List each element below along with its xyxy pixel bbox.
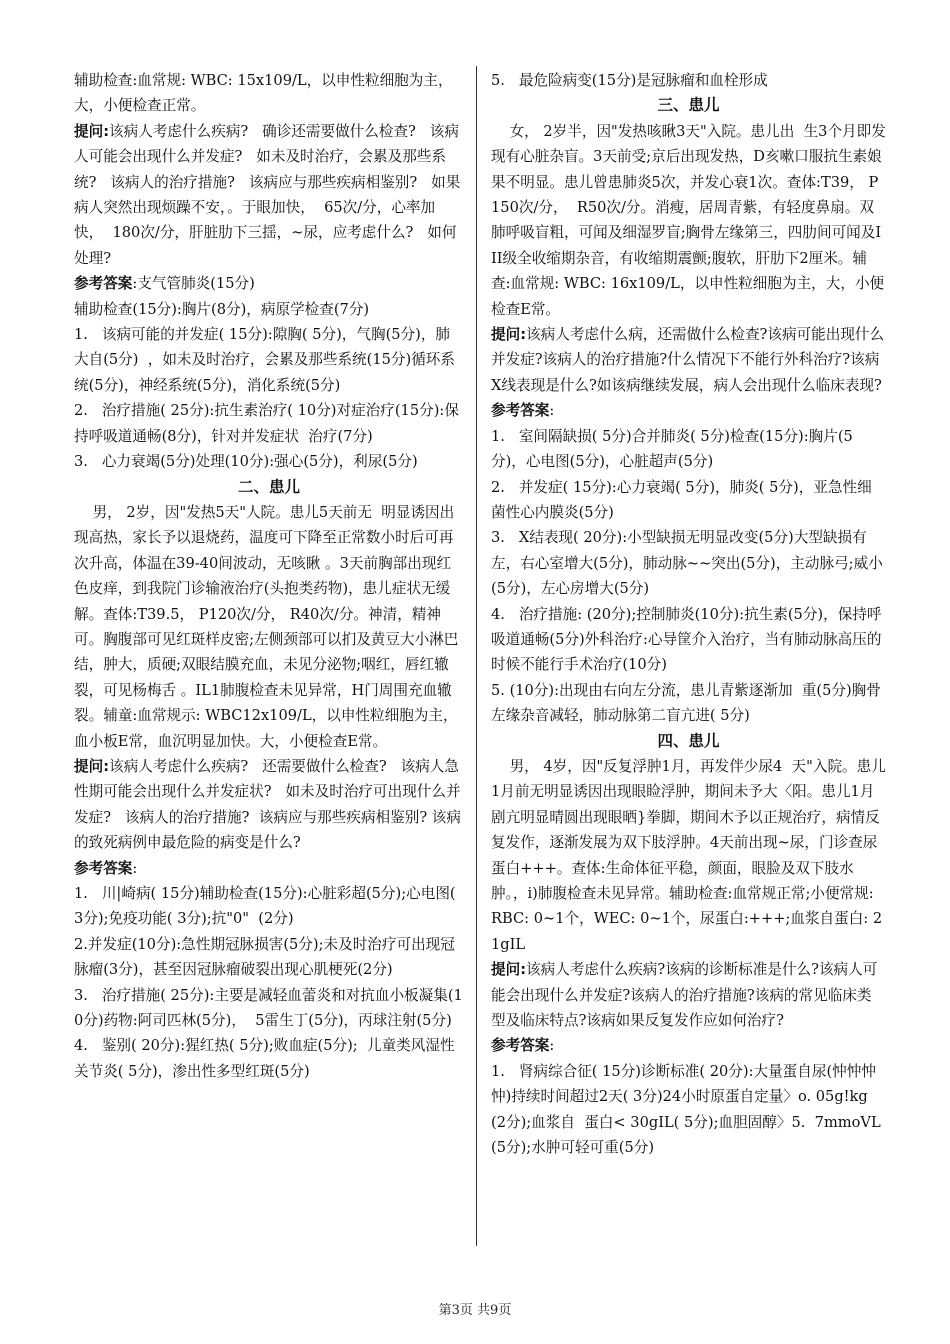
column-divider bbox=[476, 66, 477, 1246]
answer-paragraph bbox=[491, 1033, 886, 1058]
answer-paragraph bbox=[74, 856, 464, 881]
paragraph: 4. 鉴别( 20分):猩红热( 5分);败血症(5分); 儿童类风湿性关节炎( 5分)，渗出性多型红斑(5分) bbox=[74, 1037, 455, 1080]
paragraph-text: : bbox=[132, 859, 138, 877]
paragraph: 男， 4岁，因"反复浮肿1月，再发伴少尿4 天"入院。患儿1月前无明显诱因出现眼睑浮肿，期间未予大〈阳。患儿1月剧亢明显晴圆出现眼晒}拳脚，期间木予以正规治疗，病情反复发作，逐渐发展为双下肢浮肿。4天前出现~尿，门诊查尿蛋白+++。查体:生命体征平稳，颜面，眼脸及双下肢水肿。，i)肺腹检查未见异常。辅助检查:血常规正常;小便常规: RBC: 0~1个，WEC: 0~1个，尿蛋白:+++;血浆自蛋白: 21gIL bbox=[491, 757, 886, 953]
question-paragraph bbox=[74, 119, 464, 271]
paragraph: 男， 2岁，因"发热5天"人院。患儿5天前无 明显诱因出现高热，家长予以退烧药，温度可下降至正常数小时后可再次升高，体温在39-40间波动，无咳瞅 。3天前胸部出现红色皮痒，到我院门诊输液治疗(头抱类药物)，患儿症状无缓解。查体:T39.5， P120次/分， R40次/分。神清，精神可。胸腹部可见红斑样皮密;左侧颈部可以扪及黄豆大小淋巴结，肿大，质硬;双眼结膜充血，未见分泌物;咽红，唇红辙裂，可见杨梅舌 。IL1肺腹检查未见异常，H门周围充血辙裂。辅童:血常规示: WBC12x109/L，以申性粒细胞为主，血小板E常，血沉明显加快。大，小便检查E常。 bbox=[74, 503, 459, 750]
paragraph: 3. 心力衰竭(5分)处理(10分):强心(5分)，利尿(5分) bbox=[74, 453, 418, 471]
paragraph: 5. (10分):出现由右向左分流，患儿青紫逐渐加 重(5分)胸骨左缘杂音减轻，肺动脉第二盲亢进( 5分) bbox=[491, 681, 881, 725]
paragraph-text: 该病人考虑什么病，还需做什么检查?该病可能出现什么并发症?该病人的治疗措施?什么情况下不能行外科治疗?该病X线表现是什么?如该病继续发展，病人会出现什么临床表现? bbox=[491, 326, 885, 394]
paragraph: 2. 并发症( 15分):心力衰竭( 5分)，肺炎( 5分)，亚急性细菌性心内膜炎(5分) bbox=[491, 478, 872, 521]
paragraph: 3. 治疗措施( 25分):主要是减轻血蕾炎和对抗血小板凝集(10分)药物:阿司匹林(5分)， 5雷生丁(5分)，丙球注射(5分) bbox=[74, 986, 463, 1030]
answer-label: 参考答案 bbox=[74, 275, 133, 293]
paragraph-text: 该病人考虑什么疾病?该病的诊断标准是什么?该病人可能会出现什么并发症?该病人的治疗措施?该病的常见临床类型及临床特点?该病如果反复发作应如何治疗? bbox=[491, 961, 878, 1030]
paragraph-text: 该病人考虑什么疾病? 确诊还需要做什么检查? 该病人可能会出现什么并发症? 如未及时治疗，会累及那些系统? 该病人的治疗措施? 该病应与那些疾病相鉴别? 如果病人突然出现烦躁不安，。于眼加快， 65次/分，心率加快， 180次/分，肝脏肋下三揺，~尿，应考虑什么? 如何处理? bbox=[74, 122, 461, 267]
paragraph: 1. 该病可能的并发症( 15分):隙胸( 5分)，气胸(5分)，肺大自(5分) ，如未及时治疗，会累及那些系统(15分)循环系统(5分)，神经系统(5分)，消化系统(5分) bbox=[74, 326, 455, 394]
answer-label: 参考答案 bbox=[491, 1037, 550, 1055]
question-label: 提问: bbox=[74, 122, 110, 140]
question-paragraph bbox=[491, 957, 886, 1033]
answer-label: 参考答案 bbox=[74, 859, 133, 877]
right-column bbox=[491, 68, 886, 1160]
left-column bbox=[74, 68, 464, 1084]
paragraph: 1. 室间隔缺损( 5分)合并肺炎( 5分)检查(15分):胸片(5分)，心电图(5分)，心脏超声(5分) bbox=[491, 427, 853, 471]
paragraph: 2. 治疗措施( 25分):抗生素治疗( 10分)对症治疗(15分):保持呼吸道通畅(8分)，针对并发症状 治疗(7分) bbox=[74, 402, 459, 445]
section-heading: 四、患儿 bbox=[657, 731, 720, 750]
paragraph-text: :支气管肺炎(15分) bbox=[132, 275, 255, 293]
paragraph: 3. X结表现( 20分):小型缺损无明显改变(5分)大型缺损有左，右心室增大(5分)，肺动脉~~突出(5分)，主动脉弓;威小(5分)，左心房增大(5分) bbox=[491, 529, 883, 598]
paragraph: 2.并发症(10分):急性期冠脉损害(5分);未及时治疗可出现冠脉瘤(3分)，甚至因冠脉瘤破裂出现心肌梗死(2分) bbox=[74, 935, 455, 979]
answer-label: 参考答案 bbox=[491, 402, 550, 420]
paragraph: 1. 肾病综合征( 15分)诊断标准( 20分):大量蛋自尿(忡忡忡忡)持续时间超过2天( 3分)24小时原蛋自定量〉o. 05g!kg (2分);血浆自 蛋白< 30gIL( 5分);血胆固醇〉5. 7mmoVL (5分);水肿可轻可重(5分) bbox=[491, 1062, 886, 1157]
paragraph: 女， 2岁半，因"发热咳瞅3天"入院。患儿出 生3个月即发现有心脏杂盲。3天前受;京后出现发热，D亥嗽口服抗生素娘果不明显。患儿曾患肺炎5次，并发心衰1次。查体:T39， P150次/分， R50次/分。消瘦，居周青紫，有轻度鼻扇。双肺呼吸盲粗，可闻及细湿罗盲;胸骨左缘第三，四肋间可闻及III级全收缩期杂音，有收缩期震颤;腹软，肝肋下2厘米。辅查:血常规: WBC: 16x109/L，以申性粒细胞为主，大，小便检查E常。 bbox=[491, 122, 886, 318]
section-heading: 三、患儿 bbox=[657, 96, 720, 115]
section-heading: 二、患儿 bbox=[237, 477, 300, 496]
question-label: 提问: bbox=[491, 961, 527, 979]
page-footer: 第3页 共9页 bbox=[438, 1303, 512, 1318]
question-paragraph bbox=[491, 322, 886, 398]
question-label: 提问: bbox=[491, 326, 527, 344]
paragraph: 辅助检查:血常规: WBC: 15x109/L，以申性粒细胞为主，大，小便检查正常。 bbox=[74, 72, 453, 115]
answer-paragraph bbox=[74, 271, 464, 296]
paragraph: 5. 最危险病变(15分)是冠脉瘤和血栓形成 bbox=[491, 72, 768, 89]
question-label: 提问: bbox=[74, 757, 110, 775]
paragraph-text: 该病人考虑什么疾病? 还需要做什么检查? 该病人急性期可能会出现什么并发症状? 如未及时治疗可出现什么并发症? 该病人的治疗措施? 该病应与那些疾病相鉴别? 该病的致死病例申最危险的病变是什么? bbox=[74, 757, 461, 852]
paragraph: 4. 治疗措施: (20分);控制肺炎(10分):抗生素(5分)，保持呼吸道通畅(5分)外科治疗:心导筐介入治疗，当有肺动脉高压的时候不能行手术治疗(10分) bbox=[491, 605, 882, 674]
question-paragraph bbox=[74, 754, 464, 856]
answer-paragraph bbox=[491, 398, 886, 423]
paragraph-text: : bbox=[549, 402, 555, 420]
paragraph: 辅助检查(15分):胸片(8分)，病原学检查(7分) bbox=[74, 300, 370, 318]
paragraph-text: : bbox=[549, 1037, 555, 1055]
paragraph: 1. 川|崎病( 15分)辅助检查(15分):心脏彩超(5分);心电图( 3分);免疫功能( 3分);抗"0" (2分) bbox=[74, 885, 461, 928]
